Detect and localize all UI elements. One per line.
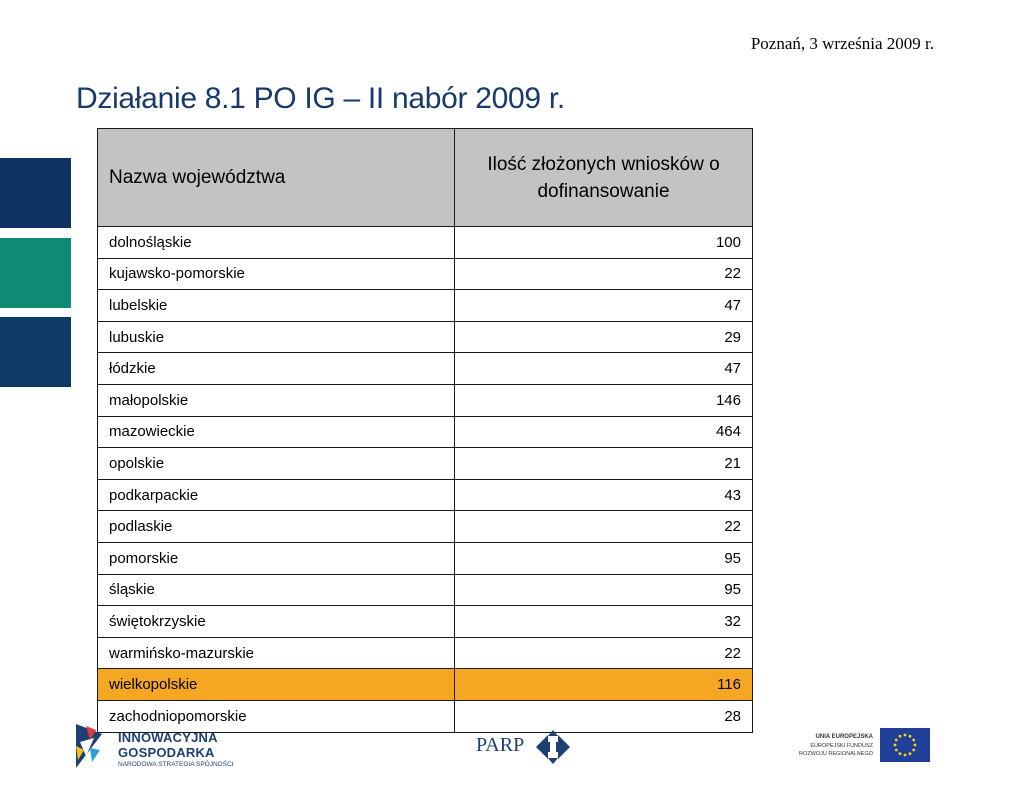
table-row: [98, 258, 753, 290]
application-count-cell: 95: [455, 574, 753, 606]
eu-flag-icon: [880, 728, 930, 762]
page-title: Działanie 8.1 PO IG – II nabór 2009 r.: [76, 82, 565, 115]
voivodeship-name-cell: świętokrzyskie: [98, 606, 455, 638]
table-row: [98, 479, 753, 511]
application-count-cell: 32: [455, 606, 753, 638]
application-count-cell: 22: [455, 258, 753, 290]
application-count-cell: 29: [455, 321, 753, 353]
table-row: [98, 511, 753, 543]
voivodeship-name-cell: mazowieckie: [98, 416, 455, 448]
application-count-cell: 47: [455, 353, 753, 385]
table-row: [98, 669, 753, 701]
voivodeship-name-cell: podlaskie: [98, 511, 455, 543]
applications-table: [97, 128, 753, 733]
ig-logo-icon: [72, 720, 104, 772]
table-row: [98, 448, 753, 480]
application-count-cell: 22: [455, 511, 753, 543]
table-row: [98, 321, 753, 353]
application-count-cell: 21: [455, 448, 753, 480]
side-block-navy: [0, 158, 71, 228]
application-count-cell: 100: [455, 227, 753, 259]
ig-logo-line2: GOSPODARKA: [118, 745, 215, 760]
ig-logo-line1: INNOWACYJNA: [118, 730, 218, 745]
application-count-cell: 28: [455, 700, 753, 732]
application-count-cell: 464: [455, 416, 753, 448]
voivodeship-name-cell: pomorskie: [98, 542, 455, 574]
table-body: [98, 227, 753, 733]
side-block-teal: [0, 238, 71, 308]
parp-logo-text: PARP: [476, 734, 525, 756]
parp-logo: [476, 728, 576, 764]
date-text: Poznań, 3 września 2009 r.: [750, 34, 934, 53]
voivodeship-name-cell: lubelskie: [98, 290, 455, 322]
table-row: [98, 353, 753, 385]
voivodeship-name-cell: podkarpackie: [98, 479, 455, 511]
voivodeship-name-cell: dolnośląskie: [98, 227, 455, 259]
application-count-cell: 43: [455, 479, 753, 511]
table-header-row: [98, 129, 753, 227]
voivodeship-name-cell: warmińsko-mazurskie: [98, 637, 455, 669]
voivodeship-name-cell: zachodniopomorskie: [98, 700, 455, 732]
table-row: [98, 416, 753, 448]
innowacyjna-gospodarka-logo: [72, 718, 242, 774]
ig-logo-line3: NARODOWA STRATEGIA SPÓJNOŚCI: [118, 761, 234, 768]
voivodeship-name-cell: wielkopolskie: [98, 669, 455, 701]
application-count-cell: 47: [455, 290, 753, 322]
table-row: [98, 384, 753, 416]
column-header-count: Ilość złożonych wniosków o dofinansowanie: [455, 129, 753, 227]
application-count-cell: 95: [455, 542, 753, 574]
parp-arrows-icon: [536, 730, 570, 764]
application-count-cell: 22: [455, 637, 753, 669]
table-row: [98, 574, 753, 606]
table-row: [98, 637, 753, 669]
voivodeship-name-cell: śląskie: [98, 574, 455, 606]
eu-fund-logo: [785, 728, 930, 764]
column-header-name: Nazwa województwa: [98, 129, 455, 227]
eu-logo-line2: EUROPEJSKI FUNDUSZ: [810, 743, 873, 749]
table-row: [98, 290, 753, 322]
application-count-cell: 116: [455, 669, 753, 701]
voivodeship-name-cell: lubuskie: [98, 321, 455, 353]
voivodeship-name-cell: łódzkie: [98, 353, 455, 385]
application-count-cell: 146: [455, 384, 753, 416]
eu-logo-line3: ROZWOJU REGIONALNEGO: [799, 751, 873, 757]
voivodeship-name-cell: kujawsko-pomorskie: [98, 258, 455, 290]
table-row: [98, 227, 753, 259]
voivodeship-name-cell: małopolskie: [98, 384, 455, 416]
table-row: [98, 606, 753, 638]
eu-logo-line1: UNIA EUROPEJSKA: [815, 734, 873, 740]
side-block-blue: [0, 317, 71, 387]
table-row: [98, 542, 753, 574]
voivodeship-name-cell: opolskie: [98, 448, 455, 480]
